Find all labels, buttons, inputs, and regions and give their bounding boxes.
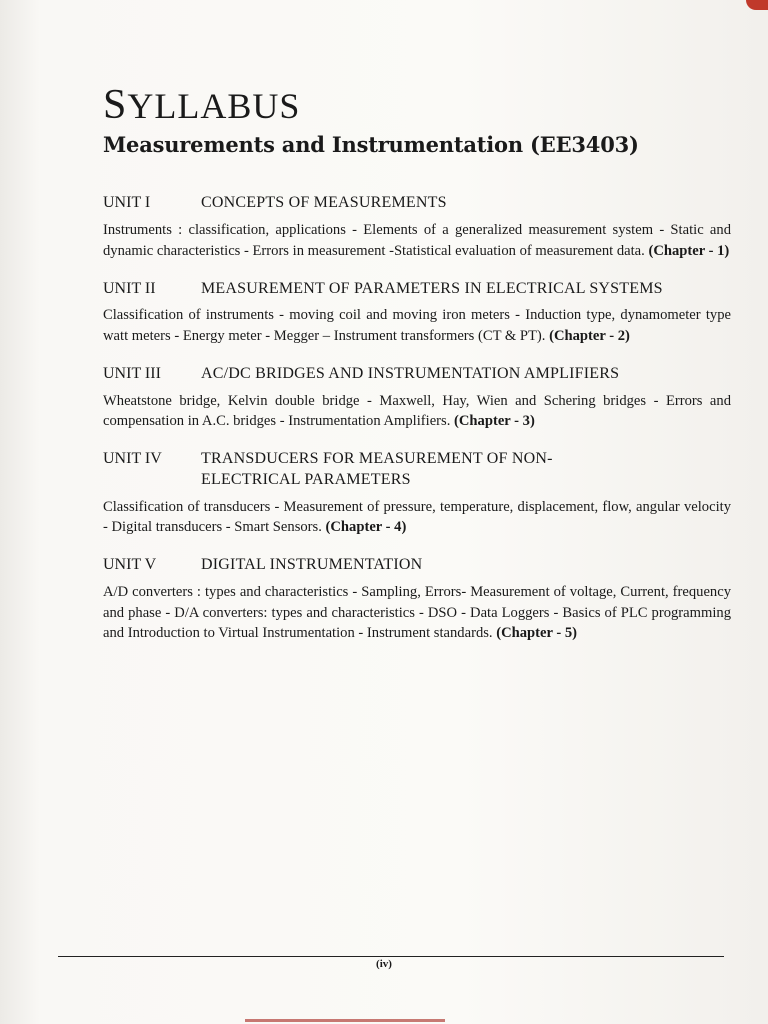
unit-body-text: Classification of transducers - Measurement of pressure, temperature, displacement, flow, angular velocity - Digital transducers - Smart Sensors. [103, 498, 731, 536]
unit-section [103, 279, 731, 347]
unit-title: CONCEPTS OF MEASUREMENTS [201, 194, 447, 212]
unit-code: UNIT II [103, 279, 156, 297]
unit-section [103, 555, 731, 644]
chapter-ref: (Chapter - 4) [325, 519, 407, 536]
chapter-ref: (Chapter - 5) [496, 625, 578, 642]
unit-title: DIGITAL INSTRUMENTATION [201, 556, 423, 574]
title-first-letter: S [103, 82, 128, 128]
title-rest: YLLABUS [127, 86, 301, 126]
unit-description [103, 582, 731, 644]
unit-heading [103, 193, 731, 214]
unit-description [103, 391, 731, 432]
unit-description [103, 497, 731, 538]
unit-title: AC/DC BRIDGES AND INSTRUMENTATION AMPLIFIERS [201, 364, 620, 382]
unit-code: UNIT III [103, 364, 161, 382]
page-title [103, 80, 731, 130]
unit-section [103, 364, 731, 432]
chapter-ref: (Chapter - 2) [549, 328, 630, 345]
unit-heading [103, 279, 731, 300]
footer-rule [58, 956, 724, 957]
unit-description [103, 305, 731, 346]
unit-body-text: Classification of instruments - moving coil and moving iron meters - Induction type, dynamometer type watt meters - Energy meter - Megger – Instrument transformers (CT & PT). [103, 307, 731, 345]
unit-body-text: Instruments : classification, applications - Elements of a generalized measurement system - Static and dynamic characteristics - Errors in measurement -Statistical evaluation of measurement data. [103, 222, 731, 259]
unit-body-text: A/D converters : types and characteristics - Sampling, Errors- Measurement of voltage, Current, frequency and phase - D/A converters: types and characteristics - DSO - Data Loggers - Basics of PLC programming and Introduction to Virtual Instrumentation - Instrument standards. [103, 583, 731, 642]
course-subtitle: Measurements and Instrumentation (EE3403) [103, 132, 639, 158]
unit-code: UNIT I [103, 194, 151, 212]
unit-title: MEASUREMENT OF PARAMETERS IN ELECTRICAL SYSTEMS [201, 279, 663, 297]
bottom-edge-mark [245, 1019, 445, 1022]
unit-code: UNIT IV [103, 450, 162, 468]
unit-title: TRANSDUCERS FOR MEASUREMENT OF NON- ELECTRICAL PARAMETERS [201, 450, 553, 488]
unit-heading [103, 555, 731, 576]
page-number: (iv) [376, 958, 392, 970]
unit-description [103, 220, 731, 261]
unit-code: UNIT V [103, 556, 157, 574]
unit-body-text: Wheatstone bridge, Kelvin double bridge - Maxwell, Hay, Wien and Schering bridges - Errors and compensation in A.C. bridges - Instrumentation Amplifiers. [103, 392, 731, 430]
unit-heading [103, 364, 731, 385]
chapter-ref: (Chapter - 3) [454, 413, 535, 430]
unit-section [103, 193, 731, 261]
chapter-ref: (Chapter - 1) [648, 242, 730, 259]
unit-section [103, 449, 731, 538]
syllabus-content [103, 80, 731, 644]
unit-heading [103, 449, 731, 491]
